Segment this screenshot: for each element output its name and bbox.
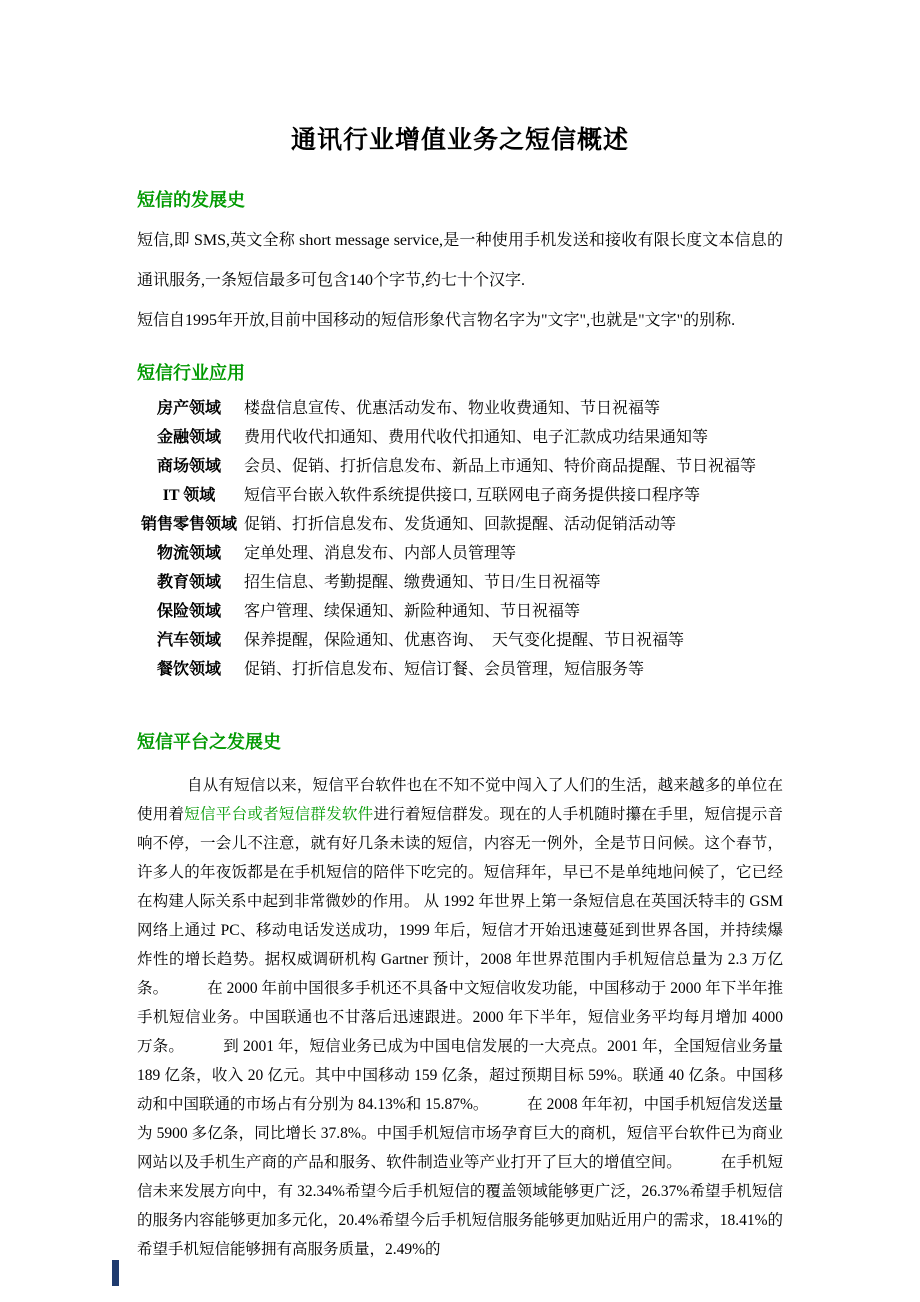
heading-industry-applications: 短信行业应用 — [137, 363, 245, 383]
sms-origin-paragraph: 短信自1995年开放,目前中国移动的短信形象代言物名字为"文字",也就是"文字"的别称. — [137, 312, 736, 329]
application-label: IT 领域 — [162, 487, 216, 504]
heading-sms-history: 短信的发展史 — [137, 190, 245, 210]
application-row-automobile — [137, 626, 783, 655]
application-desc: 楼盘信息宣传、优惠活动发布、物业收费通知、节日祝福等 — [244, 400, 661, 417]
application-row-education — [137, 568, 783, 597]
application-label: 销售零售领域 — [140, 516, 237, 533]
application-row-finance — [137, 423, 783, 452]
section-sms-history — [137, 188, 783, 341]
application-desc: 短信平台嵌入软件系统提供接口, 互联网电子商务提供接口程序等 — [244, 487, 701, 504]
application-row-catering — [137, 655, 783, 684]
page-margin-mark — [112, 1260, 119, 1286]
application-desc: 费用代收代扣通知、费用代收代扣通知、电子汇款成功结果通知等 — [244, 429, 709, 446]
document-title: 通讯行业增值业务之短信概述 — [290, 127, 629, 154]
application-row-it — [137, 481, 783, 510]
application-desc: 保养提醒，保险通知、优惠咨询、 天气变化提醒、节日祝福等 — [244, 632, 685, 649]
application-desc: 客户管理、续保通知、新险种通知、节日祝福等 — [244, 603, 581, 620]
application-label: 房产领域 — [156, 400, 221, 417]
sms-platform-link[interactable]: 短信平台或者短信群发软件 — [184, 806, 374, 823]
application-label: 餐饮领域 — [156, 661, 221, 678]
sms-definition-paragraph: 短信,即 SMS,英文全称 short message service,是一种使用手机发送和接收有限长度文本信息的通讯服务,一条短信最多可包含140个字节,约七十个汉字. — [137, 232, 783, 289]
application-row-real-estate — [137, 394, 783, 423]
section-platform-history — [137, 730, 783, 1264]
application-desc: 定单处理、消息发布、内部人员管理等 — [244, 545, 517, 562]
application-label: 物流领域 — [156, 545, 221, 562]
section-industry-applications — [137, 361, 783, 684]
application-list — [137, 394, 783, 684]
application-label: 金融领域 — [156, 429, 221, 446]
platform-paragraph-body: 进行着短信群发。现在的人手机随时攥在手里，短信提示音响不停，一会儿不注意，就有好几条未读的短信，内容无一例外，全是节日问候。这个春节，许多人的年夜饭都是在手机短信的陪伴下吃完的。短信拜年，早已不是单纯地问候了，它已经在构建人际关系中起到非常微妙的作用。 从 1992 年世界上第一条短信息在英国沃特丰的 GSM 网络上通过 PC、移动电话发送成功，1999 年后，短信才开始迅速蔓延到世界各国，并持续爆炸性的增长趋势。据权威调研机构 Gartner 预计，2008 年世界范围内手机短信总量为 2.3 万亿条。 在 2000 年前中国很多手机还不具备中文短信收发功能，中国移动于 2000 年下半年推手机短信业务。中国联通也不甘落后迅速跟进。2000 年下半年，短信业务平均每月增加 4000 万条。 到 2001 年，短信业务已成为中国电信发展的一大亮点。2001 年，全国短信业务量 189 亿条，收入 20 亿元。其中中国移动 159 亿条，超过预期目标 59%。联通 40 亿条。中国移动和中国联通的市场占有分别为 84.13%和 15.87%。 在 2008 年年初，中国手机短信发送量为 5900 多亿条，同比增长 37.8%。中国手机短信市场孕育巨大的商机，短信平台软件已为商业网站以及手机生产商的产品和服务、软件制造业等产业打开了巨大的增值空间。 在手机短信未来发展方向中，有 32.34%希望今后手机短信的覆盖领域能够更广泛，26.37%希望手机短信的服务内容能够更加多元化，20.4%希望今后手机短信服务能够更加贴近用户的需求，18.41%的希望手机短信能够拥有高服务质量，2.49%的 — [137, 806, 783, 1258]
application-label: 汽车领域 — [156, 632, 221, 649]
application-label: 教育领域 — [156, 574, 221, 591]
application-desc: 会员、促销、打折信息发布、新品上市通知、特价商品提醒、节日祝福等 — [244, 458, 757, 475]
platform-paragraph-lead: 自从有短信以来，短信平台软件也在不知不觉中闯入了人们的生活，越来越多的单位在使用着 — [137, 777, 783, 823]
application-desc: 促销、打折信息发布、短信订餐、会员管理，短信服务等 — [244, 661, 645, 678]
application-label: 保险领域 — [156, 603, 221, 620]
application-row-logistics — [137, 539, 783, 568]
application-row-retail-mall — [137, 452, 783, 481]
application-row-sales — [137, 510, 783, 539]
heading-platform-history: 短信平台之发展史 — [137, 732, 281, 752]
application-desc: 促销、打折信息发布、发货通知、回款提醒、活动促销活动等 — [244, 516, 677, 533]
application-row-insurance — [137, 597, 783, 626]
application-desc: 招生信息、考勤提醒、缴费通知、节日/生日祝福等 — [244, 574, 601, 591]
platform-history-paragraph — [137, 771, 783, 1264]
application-label: 商场领域 — [156, 458, 221, 475]
